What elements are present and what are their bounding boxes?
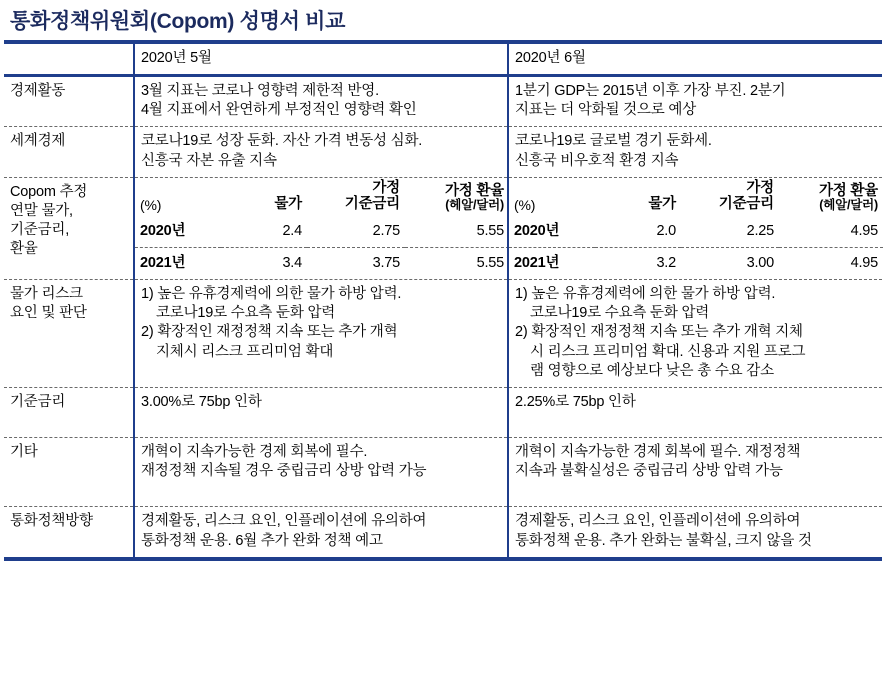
- row-june-other: 개혁이 지속가능한 경제 회복에 필수. 재정정책 지속과 불확실성은 중립금리 상방 압력 가능: [508, 438, 882, 507]
- row-label-other: 기타: [4, 438, 134, 507]
- header-may: 2020년 5월: [134, 44, 508, 74]
- table-row: [4, 77, 882, 127]
- row-may-global-economy: 코로나19로 성장 둔화. 자산 가격 변동성 심화. 신흥국 자본 유출 지속: [134, 127, 508, 177]
- value-rate: 2.75: [307, 216, 405, 248]
- table-row: [4, 507, 882, 557]
- row-june-policy-direction: 경제활동, 리스크 요인, 인플레이션에 유의하여 통화정책 운용. 추가 완화는 불확실, 크지 않을 것: [508, 507, 882, 557]
- estimates-june-row-2020: [509, 216, 883, 248]
- col-fx: 가정 환율 (헤알/달러): [818, 182, 878, 213]
- value-fx: 4.95: [779, 216, 883, 248]
- year-label: 2021년: [514, 255, 560, 272]
- col-price: 물가: [648, 196, 676, 213]
- row-label-global-economy: 세계경제: [4, 127, 134, 177]
- header-label-cell: [4, 44, 134, 74]
- value-fx: 5.55: [476, 255, 504, 272]
- row-may-economic-activity: 3월 지표는 코로나 영향력 제한적 반영. 4월 지표에서 완연하게 부정적인 영향력 확인: [134, 77, 508, 127]
- col-policy-rate: 가정 기준금리: [344, 179, 400, 213]
- comparison-table: [4, 44, 882, 74]
- value-rate: 3.00: [746, 255, 774, 272]
- row-label-policy-direction: 통화정책방향: [10, 513, 93, 530]
- value-rate: 3.75: [372, 255, 400, 272]
- table-row: [4, 387, 882, 437]
- estimates-june-table: [509, 178, 883, 280]
- estimates-may-table: [135, 178, 509, 280]
- col-fx: 가정 환율 (헤알/달러): [444, 182, 504, 213]
- row-june-global-economy: 코로나19로 글로벌 경기 둔화세. 신흥국 비우호적 환경 지속: [508, 127, 882, 177]
- table-row: [4, 127, 882, 177]
- estimates-may-row-2020: [135, 216, 509, 248]
- row-may-policy-rate: 3.00%로 75bp 인하: [134, 387, 508, 437]
- row-may-inflation-risk: 1) 높은 유휴경제력에 의한 물가 하방 압력. 코로나19로 수요측 둔화 압력 2) 확장적인 재정정책 지속 또는 추가 개혁 지체시 리스크 프리미엄 확대: [134, 280, 508, 388]
- value-fx: 5.55: [405, 216, 509, 248]
- row-label-economic-activity: 경제활동: [4, 77, 134, 127]
- estimates-june-row-2021: [509, 248, 883, 280]
- table-header-row: [4, 44, 882, 74]
- page-title: 통화정책위원회(Copom) 성명서 비교: [10, 10, 346, 33]
- value-fx: 4.95: [850, 255, 878, 272]
- value-price: 3.4: [282, 255, 302, 272]
- estimates-may-table-cell: [134, 177, 508, 280]
- table-row: [4, 280, 882, 388]
- unit-percent: (%): [140, 196, 162, 213]
- year-label: 2021년: [140, 255, 186, 272]
- row-june-economic-activity: 1분기 GDP는 2015년 이후 가장 부진. 2분기 지표는 더 악화될 것으로 예상: [508, 77, 882, 127]
- estimates-june-table-cell: [508, 177, 882, 280]
- value-price: 2.0: [595, 216, 681, 248]
- row-label-inflation-risk: 물가 리스크 요인 및 판단: [4, 280, 134, 388]
- table-row: [4, 438, 882, 507]
- row-june-inflation-risk: 1) 높은 유휴경제력에 의한 물가 하방 압력. 코로나19로 수요측 둔화 압력 2) 확장적인 재정정책 지속 또는 추가 개혁 지체 시 리스크 프리미엄 확대. 신용과 지원 프로그 램 영향으로 예상보다 낮은 총 수요 감소: [508, 280, 882, 388]
- year-label: 2020년: [509, 216, 595, 248]
- estimates-may-header: [135, 178, 509, 216]
- row-june-policy-rate: 2.25%로 75bp 인하: [508, 387, 882, 437]
- estimates-may-row-2021: [135, 248, 509, 280]
- row-may-policy-direction: 경제활동, 리스크 요인, 인플레이션에 유의하여 통화정책 운용. 6월 추가 완화 정책 예고: [134, 507, 508, 557]
- estimates-june-header: [509, 178, 883, 216]
- col-policy-rate: 가정 기준금리: [718, 179, 774, 213]
- table-row-estimates: [4, 177, 882, 280]
- row-label-copom-estimates: Copom 추정 연말 물가, 기준금리, 환율: [4, 177, 134, 280]
- unit-percent: (%): [514, 196, 536, 213]
- year-label: 2020년: [135, 216, 221, 248]
- value-price: 2.4: [221, 216, 307, 248]
- row-label-policy-rate: 기준금리: [4, 387, 134, 437]
- col-price: 물가: [274, 196, 302, 213]
- header-june: 2020년 6월: [508, 44, 882, 74]
- value-price: 3.2: [656, 255, 676, 272]
- row-may-other: 개혁이 지속가능한 경제 회복에 필수. 재정정책 지속될 경우 중립금리 상방 압력 가능: [134, 438, 508, 507]
- table-bottom-rule: [4, 557, 882, 561]
- comparison-body: [4, 77, 882, 557]
- value-rate: 2.25: [681, 216, 779, 248]
